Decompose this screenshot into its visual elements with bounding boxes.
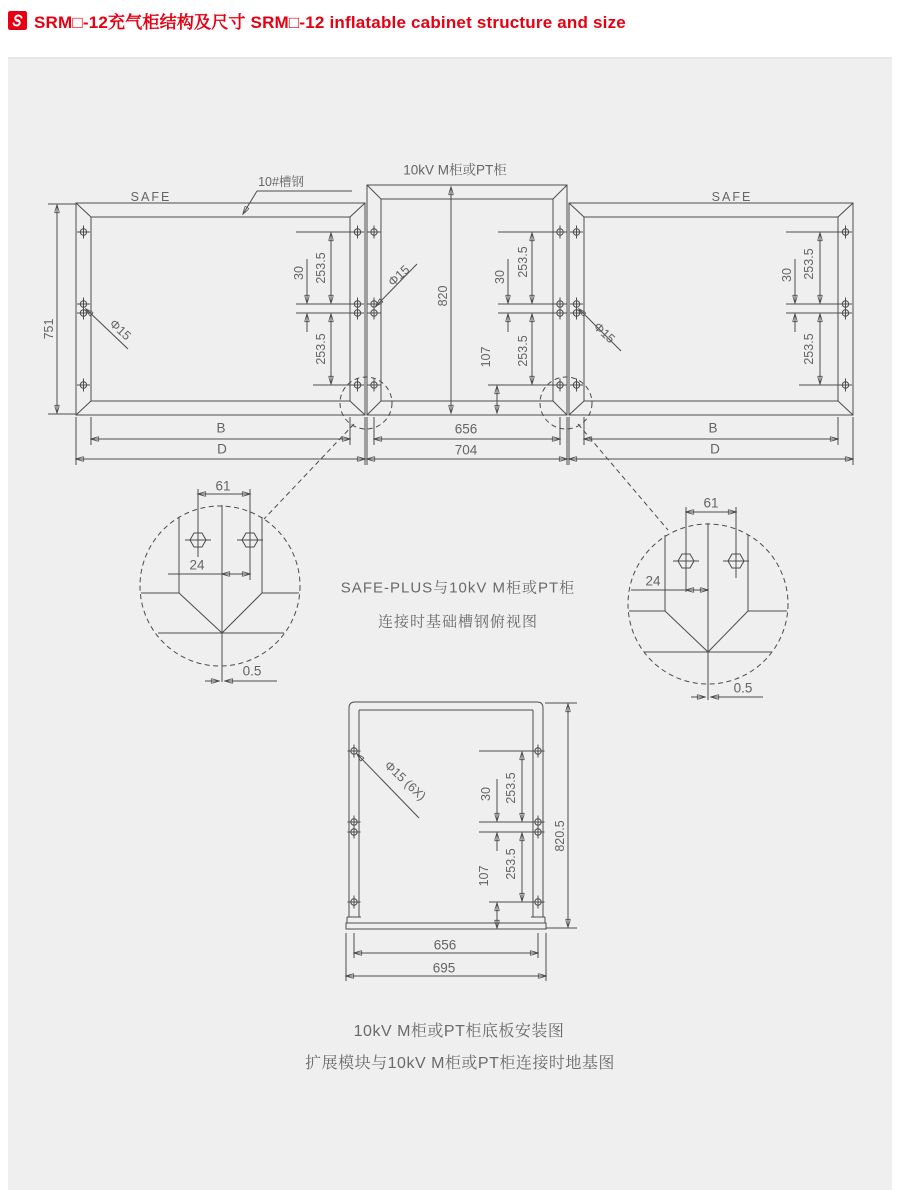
- phi15-6x-callout: Φ15 (6X): [381, 758, 429, 804]
- dim-24-left: 24: [189, 557, 205, 573]
- dim-2535-bottom-b: 253.5: [503, 848, 518, 880]
- dim-b-left: B: [216, 420, 226, 436]
- middle-cabinet-label: 10kV M柜或PT柜: [403, 162, 507, 178]
- dim-107-middle: 107: [478, 346, 493, 368]
- dim-2535-left-b: 253.5: [313, 333, 328, 365]
- dim-05-right: 0.5: [733, 680, 753, 696]
- dim-8205: 820.5: [552, 820, 567, 852]
- dim-30-right: 30: [779, 268, 794, 282]
- dim-30-bottom: 30: [478, 787, 493, 801]
- dim-d-right: D: [710, 441, 720, 457]
- bottom-caption-line2: 扩展模块与10kV M柜或PT柜连接时地基图: [305, 1055, 615, 1072]
- dim-2535-middle-a: 253.5: [515, 246, 530, 278]
- dim-695: 695: [432, 960, 456, 976]
- dim-2535-left-a: 253.5: [313, 252, 328, 284]
- dim-2535-right-b: 253.5: [801, 333, 816, 365]
- dim-820: 820: [435, 285, 450, 307]
- dim-751: 751: [41, 318, 56, 340]
- dim-30-middle: 30: [492, 270, 507, 284]
- dim-656-bottom: 656: [433, 937, 457, 953]
- dim-61-right: 61: [703, 495, 719, 511]
- safe-label-left: SAFE: [130, 189, 172, 204]
- channel-steel-callout: 10#槽钢: [258, 174, 304, 189]
- dim-24-right: 24: [645, 573, 661, 589]
- detail-caption-line2: 连接时基础槽钢俯视图: [377, 613, 539, 631]
- page-title: SRM□-12充气柜结构及尺寸 SRM□-12 inflatable cabinet structure and size: [34, 13, 626, 32]
- dim-d-left: D: [217, 441, 227, 457]
- dim-107-bottom: 107: [476, 865, 491, 887]
- dim-2535-middle-b: 253.5: [515, 335, 530, 367]
- dim-05-left: 0.5: [242, 663, 262, 679]
- dim-704: 704: [454, 442, 478, 458]
- detail-caption-line1: SAFE-PLUS与10kV M柜或PT柜: [340, 579, 576, 597]
- dim-30-left: 30: [291, 266, 306, 280]
- phi15-callout-middle: Φ15: [385, 262, 413, 290]
- dim-61-left: 61: [215, 478, 231, 494]
- phi15-callout-left: Φ15: [106, 316, 134, 344]
- dim-b-right: B: [708, 420, 718, 436]
- phi15-callout-right: Φ15: [590, 319, 618, 347]
- dim-656-top: 656: [454, 421, 478, 437]
- dim-2535-right-a: 253.5: [801, 248, 816, 280]
- safe-label-right: SAFE: [711, 189, 753, 204]
- dim-2535-bottom-a: 253.5: [503, 772, 518, 804]
- bottom-caption-line1: 10kV M柜或PT柜底板安装图: [353, 1023, 565, 1040]
